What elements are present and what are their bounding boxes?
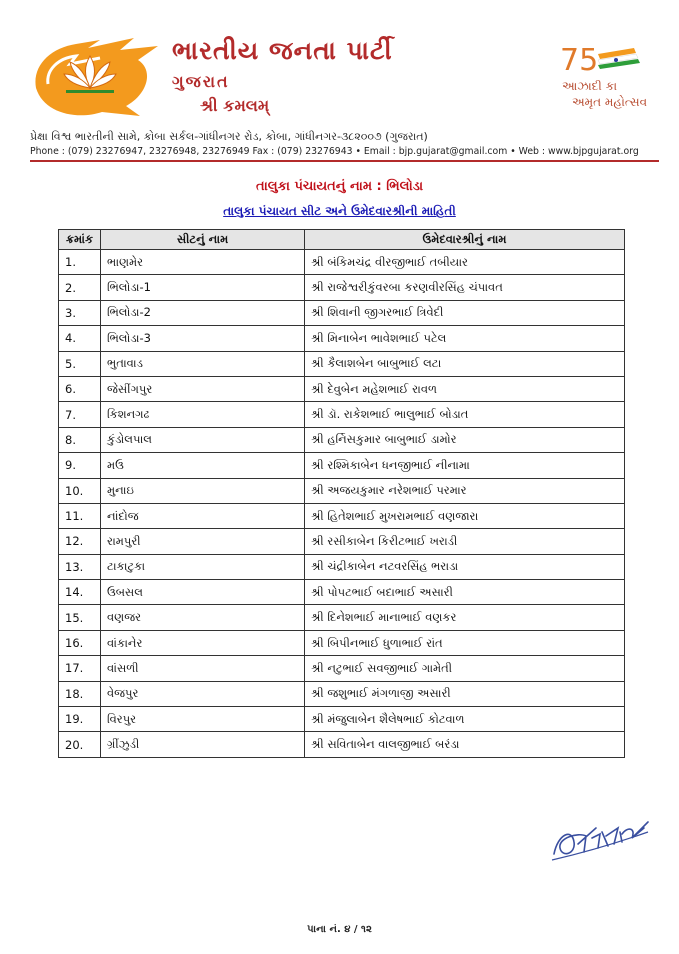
table-row [59,478,625,503]
table-row [59,681,625,706]
serial-cell: 10. [59,478,101,503]
serial-cell: 17. [59,656,101,681]
serial-cell: 14. [59,580,101,605]
azadi-line1: આઝાદી કા [562,79,618,93]
candidate-cell: શ્રી ચંદ્રીકાબેન નટવરસિંહ ભરાડા [305,554,625,579]
candidate-cell: શ્રી સવિતાબેન વાલજીભાઈ બરંડા [305,732,625,757]
seat-cell: મઉ [101,453,305,478]
candidate-cell: શ્રી મિનાબેન ભાવેશભાઈ પટેલ [305,326,625,351]
table-row [59,707,625,732]
seat-cell: ભિલોડા-2 [101,300,305,325]
serial-cell: 13. [59,554,101,579]
candidate-cell: શ્રી જશુભાઈ મંગળાજી અસારી [305,681,625,706]
page-number: પાના નં. ૪ / ૧૨ [307,924,372,935]
seat-cell: રામપુરી [101,529,305,554]
document-title: તાલુકા પંચાયતનું નામ : ભિલોડા [255,179,424,194]
header-seat-name: સીટનું નામ [101,230,305,250]
seat-cell: ભાણમેર [101,250,305,275]
candidate-cell: શ્રી અજયકુમાર નરેશભાઈ પરમાર [305,478,625,503]
azadi-ka-amrit-mahotsav-logo-icon [558,40,668,112]
seat-cell: ગ્રીંઝુડી [101,732,305,757]
state-name: ગુજરાત [172,72,230,91]
candidate-cell: શ્રી બંકિમચંદ્ર વીરજીભાઈ તબીયાર [305,250,625,275]
table-row [59,630,625,655]
serial-cell: 6. [59,376,101,401]
table-row [59,326,625,351]
seat-cell: મુનાઇ [101,478,305,503]
seat-cell: કુંડોલપાલ [101,427,305,452]
header-serial: ક્રમાંક [59,230,101,250]
bjp-lotus-logo-icon [30,36,162,120]
table-row [59,605,625,630]
candidate-cell: શ્રી ડૉ. રાકેશભાઈ ભાલુભાઈ બોડાત [305,402,625,427]
candidate-cell: શ્રી કૈલાશબેન બાબુભાઈ લટા [305,351,625,376]
seat-cell: વિરપુર [101,707,305,732]
candidate-cell: શ્રી દેવુબેન મહેશભાઈ રાવળ [305,376,625,401]
candidate-cell: શ્રી મંજુલાબેન શૈલેષભાઈ કોટવાળ [305,707,625,732]
candidate-cell: શ્રી શિવાની જીગરભાઈ ત્રિવેદી [305,300,625,325]
table-row [59,580,625,605]
contact-line: Phone : (079) 23276947, 23276948, 23276949 Fax : (079) 23276943 • Email : bjp.gujarat@gmail.com • Web : www.bjpgujarat.org [30,146,639,157]
seat-cell: વેજપુર [101,681,305,706]
serial-cell: 12. [59,529,101,554]
table-row [59,554,625,579]
seat-cell: કિશનગઢ [101,402,305,427]
seat-cell: ભિલોડા-1 [101,275,305,300]
candidate-cell: શ્રી રસીકાબેન કિરીટભાઈ ખરાડી [305,529,625,554]
serial-cell: 18. [59,681,101,706]
azadi-number: 75 [560,43,599,78]
candidate-table [58,229,625,758]
candidate-cell: શ્રી હર્નિસકુમાર બાબુભાઈ ડામોર [305,427,625,452]
candidate-cell: શ્રી દિનેશભાઈ માનાભાઈ વણકર [305,605,625,630]
table-row [59,376,625,401]
candidate-cell: શ્રી નટુભાઈ સવજીભાઈ ગામેતી [305,656,625,681]
serial-cell: 7. [59,402,101,427]
table-row [59,250,625,275]
signature-icon [548,814,652,866]
serial-cell: 11. [59,503,101,528]
serial-cell: 1. [59,250,101,275]
table-row [59,503,625,528]
header-divider [30,160,659,162]
seat-cell: ટાકાટુકા [101,554,305,579]
serial-cell: 20. [59,732,101,757]
header-candidate-name: ઉમેદવારશ્રીનું નામ [305,230,625,250]
table-row [59,351,625,376]
seat-cell: ભિલોડા-3 [101,326,305,351]
table-row [59,453,625,478]
table-row [59,275,625,300]
slogan: શ્રી કમલમ્ [200,96,270,115]
serial-cell: 9. [59,453,101,478]
azadi-line2: અમૃત મહોત્સવ [572,95,648,109]
candidate-cell: શ્રી પોપટભાઈ બદાભાઈ અસારી [305,580,625,605]
seat-cell: ઉબસલ [101,580,305,605]
party-name: ભારતીય જનતા પાર્ટી [172,36,393,65]
table-row [59,732,625,757]
serial-cell: 4. [59,326,101,351]
serial-cell: 15. [59,605,101,630]
seat-cell: વાંકાનેર [101,630,305,655]
table-row [59,402,625,427]
serial-cell: 2. [59,275,101,300]
table-row [59,300,625,325]
candidate-cell: શ્રી હિતેશભાઈ મુખરામભાઈ વણજારા [305,503,625,528]
table-row [59,427,625,452]
serial-cell: 16. [59,630,101,655]
serial-cell: 19. [59,707,101,732]
table-header-row [59,230,625,250]
candidate-cell: શ્રી બિપીનભાઈ ધુળાભાઈ રાંત [305,630,625,655]
candidate-cell: શ્રી રાજેશ્વરીકુંવરબા કરણવીરસિંહ ચંપાવત [305,275,625,300]
serial-cell: 8. [59,427,101,452]
seat-cell: નાંદોજ [101,503,305,528]
serial-cell: 5. [59,351,101,376]
document-subtitle: તાલુકા પંચાયત સીટ અને ઉમેદવારશ્રીની માહિતી [223,204,456,218]
seat-cell: ભુતાવાડ [101,351,305,376]
office-address: પ્રેક્ષા વિશ્વ ભારતીની સામે, કોબા સર્કલ-ગાંધીનગર રોડ, કોબા, ગાંધીનગર-૩૮૨૦૦૭ (ગુજરાત) [30,130,428,143]
candidate-cell: શ્રી રશ્મિકાબેન ધનજીભાઈ નીનામા [305,453,625,478]
table-row [59,656,625,681]
serial-cell: 3. [59,300,101,325]
seat-cell: વણજર [101,605,305,630]
table-row [59,529,625,554]
seat-cell: વાંસળી [101,656,305,681]
seat-cell: જેસીંગપુર [101,376,305,401]
